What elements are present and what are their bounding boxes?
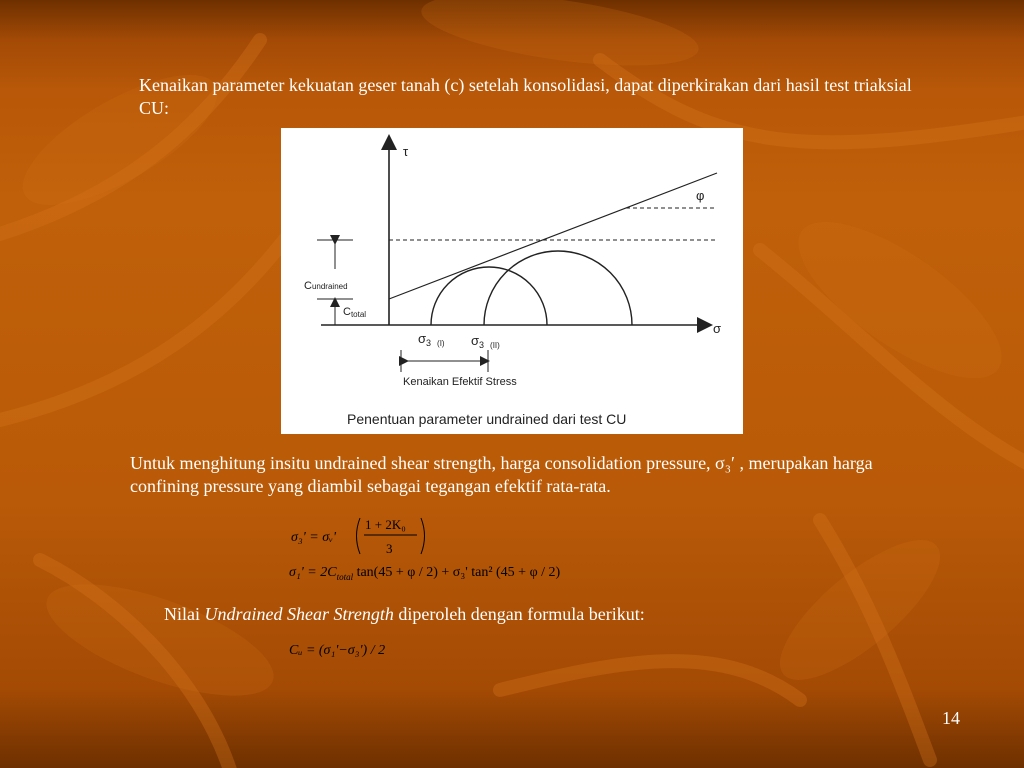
body-paragraph-1: Untuk menghitung insitu undrained shear strength, harga consolidation pressure, σ₃′ , merupakan harga confining pressure yang diambil sebagai tegangan efektif rata-rata. xyxy=(130,453,873,496)
intro-paragraph: Kenaikan parameter kekuatan geser tanah (c) setelah konsolidasi, dapat diperkirakan dari hasil test triaksial CU: xyxy=(139,75,912,118)
c-total-label: C xyxy=(343,306,351,318)
sigma3-i-label: σ xyxy=(418,331,427,346)
sigma-label: σ xyxy=(713,321,722,336)
svg-text:3: 3 xyxy=(386,541,393,556)
svg-text:Cundrained: Cundrained xyxy=(304,280,348,292)
sigma3-ii-label: σ xyxy=(471,333,480,348)
tau-label: τ xyxy=(403,144,409,159)
svg-text:σ3(I): $\sigma_3$ (I) xyxy=(418,331,445,348)
formula-cu: Cᵤ = (σ₁'−σ₃') / 2 xyxy=(289,643,386,658)
svg-text:σ3(II): $\sigma_3$ (II) xyxy=(471,333,500,350)
formula-sigma1: $\sigma_1' = 2C_{total}$ tan(45 + φ / 2) + σ₃' tan² (45 + φ / 2) xyxy=(289,565,561,582)
phi-label: φ xyxy=(696,188,705,203)
body-paragraph-2: Nilai Undrained Shear Strength diperoleh dengan formula berikut: xyxy=(164,604,645,624)
svg-text:Ctotal: Ctotal xyxy=(343,306,367,319)
c-undrained-label: C xyxy=(304,280,312,292)
formula-sigma3 xyxy=(289,512,449,565)
svg-text:σ₃' = σᵥ': σ₃' = σᵥ' xyxy=(291,530,337,545)
mohr-circle-2 xyxy=(484,251,632,325)
slide-number: 14 xyxy=(942,708,960,728)
figure-caption: Penentuan parameter undrained dari test CU xyxy=(347,411,627,427)
svg-text:1 + 2K₀: 1 + 2K₀ xyxy=(365,517,406,532)
effective-stress-label: Kenaikan Efektif Stress xyxy=(403,376,517,388)
failure-envelope xyxy=(389,173,717,299)
mohr-circle-figure xyxy=(281,128,743,434)
